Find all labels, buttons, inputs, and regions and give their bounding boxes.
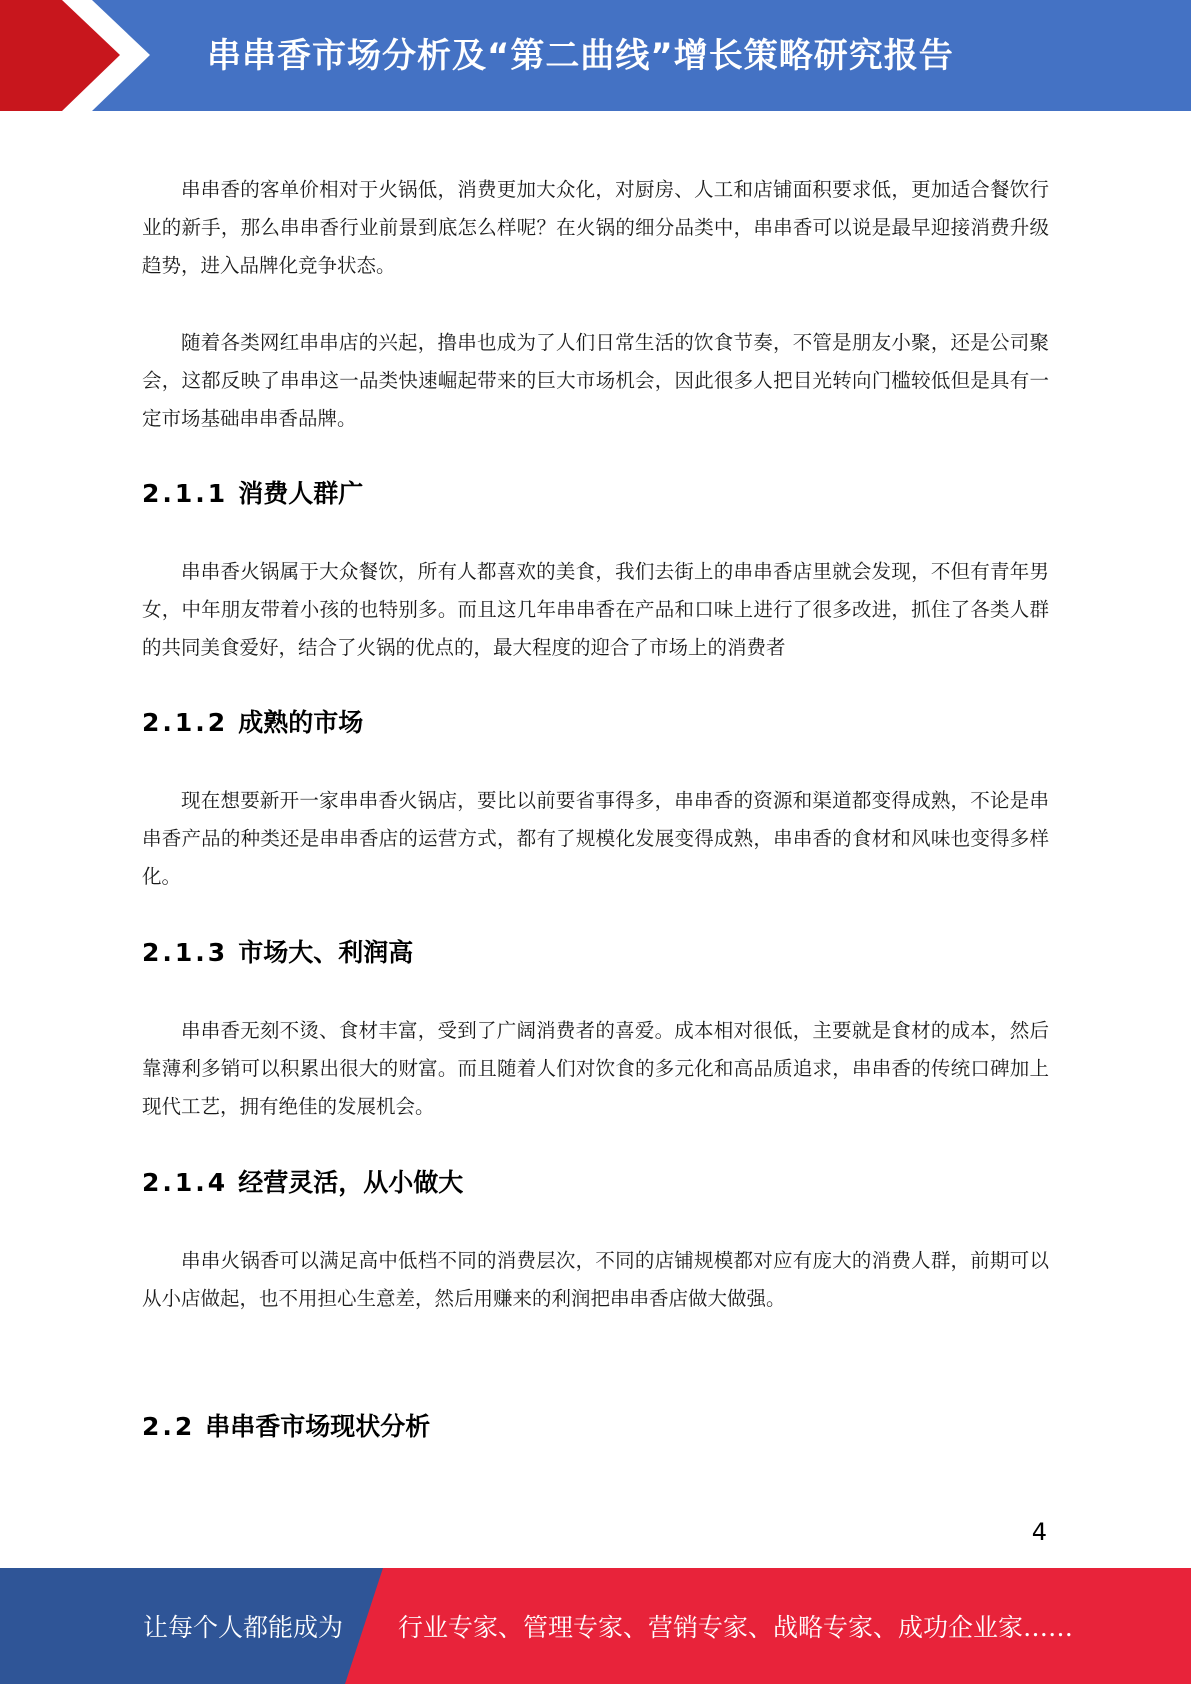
heading-title: 串串香市场现状分析 [205,1412,431,1441]
heading-title: 成熟的市场 [238,708,364,737]
page-header [0,0,1191,111]
page-footer [0,1568,1191,1684]
paragraph-2-1-4: 串串火锅香可以满足高中低档不同的消费层次，不同的店铺规模都对应有庞大的消费人群，前期可以从小店做起，也不用担心生意差，然后用赚来的利润把串串香店做大做强。 [142,1249,1049,1310]
heading-2-1-3 [142,933,413,969]
heading-title: 消费人群广 [238,479,364,508]
heading-number: 2.1.1 [142,479,229,508]
paragraph-intro-1: 串串香的客单价相对于火锅低，消费更加大众化，对厨房、人工和店铺面积要求低，更加适合餐饮行业的新手，那么串串香行业前景到底怎么样呢？在火锅的细分品类中，串串香可以说是最早迎接消费升级趋势，进入品牌化竞争状态。 [142,178,1049,277]
footer-slogan-right: 行业专家、管理专家、营销专家、战略专家、成功企业家…… [398,1613,1074,1642]
heading-number: 2.1.2 [142,708,229,737]
page-number: 4 [1031,1518,1047,1546]
heading-title: 经营灵活，从小做大 [238,1168,464,1197]
paragraph-2-1-3: 串串香无刻不烫、食材丰富，受到了广阔消费者的喜爱。成本相对很低，主要就是食材的成本，然后靠薄利多销可以积累出很大的财富。而且随着人们对饮食的多元化和高品质追求，串串香的传统口碑加上现代工艺，拥有绝佳的发展机会。 [142,1019,1049,1118]
heading-number: 2.1.4 [142,1168,229,1197]
heading-2-2 [142,1407,430,1443]
heading-2-1-1 [142,474,363,510]
header-arrow-decoration [0,0,160,111]
document-title: 串串香市场分析及“第二曲线”增长策略研究报告 [207,36,954,76]
paragraph-2-1-1: 串串香火锅属于大众餐饮，所有人都喜欢的美食，我们去街上的串串香店里就会发现，不但有青年男女，中年朋友带着小孩的也特别多。而且这几年串串香在产品和口味上进行了很多改进，抓住了各类人群的共同美食爱好，结合了火锅的优点的，最大程度的迎合了市场上的消费者 [142,560,1049,659]
footer-slogan-left: 让每个人都能成为 [143,1613,344,1642]
paragraph-intro-2: 随着各类网红串串店的兴起，撸串也成为了人们日常生活的饮食节奏，不管是朋友小聚，还是公司聚会，这都反映了串串这一品类快速崛起带来的巨大市场机会，因此很多人把目光转向门槛较低但是具有一定市场基础串串香品牌。 [142,331,1049,430]
heading-title: 市场大、利润高 [238,938,414,967]
paragraph-2-1-2: 现在想要新开一家串串香火锅店，要比以前要省事得多，串串香的资源和渠道都变得成熟，不论是串串香产品的种类还是串串香店的运营方式，都有了规模化发展变得成熟，串串香的食材和风味也变得多样化。 [142,789,1049,888]
heading-number: 2.1.3 [142,938,229,967]
heading-2-1-2 [142,703,363,739]
heading-number: 2.2 [142,1412,196,1441]
heading-2-1-4 [142,1163,463,1199]
